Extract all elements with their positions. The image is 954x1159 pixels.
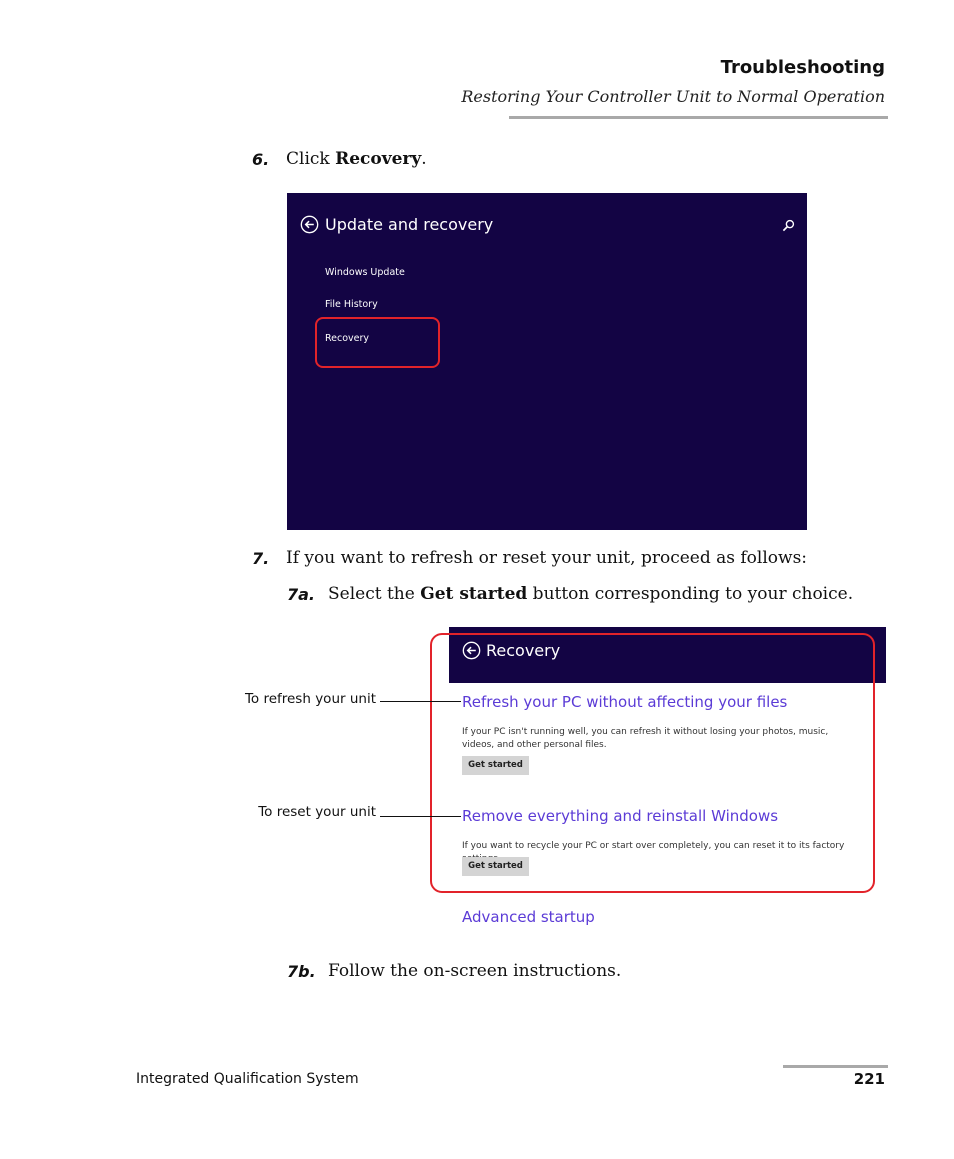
screen-title: Update and recovery bbox=[325, 215, 494, 234]
footer-product-name: Integrated Qualification System bbox=[136, 1071, 359, 1087]
section-title: Restoring Your Controller Unit to Normal Operation bbox=[461, 87, 885, 106]
step-7a-text: Select the Get started button corresponding to your choice. bbox=[328, 584, 854, 604]
reset-option-description: If you want to recycle your PC or start over completely, you can reset it to its factory bbox=[462, 841, 845, 851]
refresh-option-title: Refresh your PC without affecting your files bbox=[462, 693, 788, 711]
step-7-number: 7. bbox=[252, 549, 270, 568]
back-arrow-icon[interactable] bbox=[300, 215, 319, 234]
nav-item-recovery[interactable]: Recovery bbox=[325, 333, 370, 344]
chapter-title: Troubleshooting bbox=[720, 57, 885, 78]
update-recovery-screenshot bbox=[287, 193, 807, 530]
recovery-title: Recovery bbox=[486, 641, 561, 660]
reset-get-started-button[interactable]: Get started bbox=[462, 857, 529, 876]
footer-divider bbox=[783, 1065, 888, 1068]
reset-option-title: Remove everything and reinstall Windows bbox=[462, 807, 779, 825]
recovery-highlight bbox=[315, 317, 440, 368]
options-highlight bbox=[430, 633, 875, 893]
step-7-text: If you want to refresh or reset your unit, proceed as follows: bbox=[286, 548, 808, 568]
refresh-option-description: If your PC isn't running well, you can refresh it without losing your photos, music, videos, and other personal files. bbox=[462, 727, 829, 750]
step-6-bold: Recovery bbox=[335, 149, 422, 169]
nav-item-windows-update[interactable]: Windows Update bbox=[325, 267, 405, 278]
step-6-number: 6. bbox=[252, 150, 270, 169]
step-7b-number: 7b. bbox=[287, 962, 316, 981]
search-icon[interactable] bbox=[782, 219, 795, 232]
page-number: 221 bbox=[853, 1070, 885, 1088]
callout-reset-line bbox=[380, 816, 461, 817]
header-divider bbox=[509, 116, 888, 119]
refresh-get-started-button[interactable]: Get started bbox=[462, 756, 529, 775]
step-7a-number: 7a. bbox=[287, 585, 316, 604]
callout-refresh: To refresh your unit bbox=[244, 691, 376, 707]
step-7a-bold: Get started bbox=[420, 584, 528, 604]
step-7b-text: Follow the on-screen instructions. bbox=[328, 961, 622, 981]
callout-refresh-line bbox=[380, 701, 461, 702]
advanced-startup-link[interactable]: Advanced startup bbox=[462, 908, 595, 926]
callout-reset: To reset your unit bbox=[258, 804, 376, 820]
nav-item-file-history[interactable]: File History bbox=[325, 299, 378, 310]
step-6-text: Click Recovery. bbox=[286, 149, 427, 169]
